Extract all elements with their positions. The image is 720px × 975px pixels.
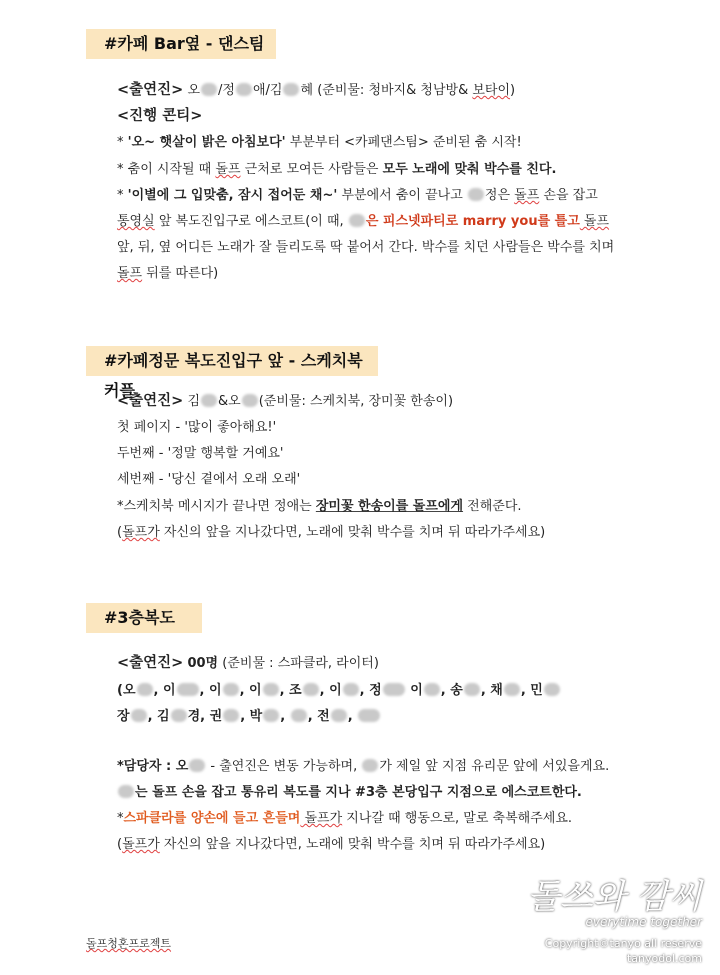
step-text: 가 제일 앞 지점 유리문 앞에 서있을게요. [379,759,610,774]
dolpu-word: 돌프 [579,214,610,229]
escort-note [117,783,582,803]
redacted-name [468,188,484,201]
redacted-name [223,683,239,696]
follow-instruction [117,835,545,855]
cast-name: (오 [117,683,136,698]
cast-prep: (준비물: 청바지& 청남방& [317,83,473,98]
cast-name: 오 [187,83,201,98]
cast-name: /정 [218,83,235,98]
progress-step-1 [117,133,522,153]
dolpu-word: 돌프 [215,162,241,177]
copyright: Copyright©tanyo all reserve [544,937,702,950]
sparkle-cue: 스파클라를 양손에 들고 흔들며 [123,811,301,826]
step-text: 정은 [484,188,515,203]
section-header-3f-hallway: #3층복도 [86,603,202,633]
cast-count: 00명 [187,656,219,671]
redacted-name [236,83,252,96]
cast-label: <출연진> [117,393,184,409]
cast-name: 장 [117,709,130,724]
cast-name: , 박 [240,709,263,724]
redacted-name [171,709,187,722]
bullet: * [117,811,124,826]
paren: ( [117,837,123,852]
cast-label: <출연진> [117,82,184,98]
dolpu-word: 돌프 [117,266,143,281]
progress-step-2 [117,160,556,180]
sketchbook-instruction [117,497,522,517]
manager-note [117,757,609,777]
redacted-name [504,683,520,696]
progress-step-3-cont [117,212,609,232]
signature: 돌쓰와 깜씨 [526,877,702,917]
step-text: 앞 복도진입구로 에스코트(이 때, [154,214,348,229]
step-text: 부분부터 <카페댄스팀> 준비된 춤 시작! [285,135,522,150]
room-name: 통영실 [117,214,155,229]
progress-step-3-cont3 [117,264,218,284]
manager-label: *담당자 : 오 [117,759,189,774]
redacted-name [544,683,560,696]
redacted-name [263,683,279,696]
watermark [527,879,702,965]
redacted-name [362,759,378,772]
cast-name: , 조 [279,683,302,698]
step-text: *스케치북 메시지가 끝나면 정애는 [117,499,316,514]
paren: ( [117,525,123,540]
step-text: 근처로 모여든 사람들은 [240,162,383,177]
redacted-name [201,394,217,407]
cast-name: , 채 [480,683,503,698]
step-text: 지나갈 때 행동으로, 말로 축복해주세요. [342,811,573,826]
cast-name: , 이 [153,683,176,698]
step-text: * 춤이 시작될 때 [117,162,216,177]
cast-names-row-2 [117,707,381,727]
redacted-name [331,709,347,722]
cast-names-row-1 [117,681,561,701]
page-2-text: 두번째 - '정말 행복할 거예요' [117,446,284,461]
step-emphasis: 는 돌프 손을 잡고 통유리 복도를 지나 #3층 본당입구 지점으로 에스코트한다. [135,785,582,800]
bullet: * [117,135,128,150]
cast-name: 이 [405,683,423,698]
cast-line [117,80,515,101]
cast-prep: (준비물 : 스파클라, 라이터) [218,656,379,671]
cast-name: 김 [187,394,201,409]
cast-name: 혜 [300,83,314,98]
cast-name: , 이 [199,683,222,698]
cast-name: 애/김 [252,83,283,98]
dolpu-word: 돌프가 [300,811,343,826]
cast-name: , [347,709,358,724]
cast-line [117,391,453,412]
step-text: - 출연진은 변동 가능하며, [206,759,362,774]
cast-line [117,653,379,674]
redacted-name [242,394,258,407]
progress-label: <진행 콘티> [117,108,203,124]
redacted-name [223,709,239,722]
redacted-name [118,785,134,798]
cast-name: , 전 [307,709,330,724]
redacted-name [177,683,199,696]
cast-name: , 이 [239,683,262,698]
step-text: 손을 잡고 [539,188,598,203]
redacted-name [291,709,307,722]
redacted-name [131,709,147,722]
sparkle-note [117,809,572,829]
bullet: * [117,188,128,203]
redacted-name [189,759,205,772]
cast-prep: (준비물: 스케치북, 장미꽃 한송이) [258,394,454,409]
cast-name: , 송 [440,683,463,698]
dolpu-word: 돌프가 [122,837,160,852]
redacted-name [383,683,405,696]
redacted-name [464,683,480,696]
cast-prep-end: ) [510,83,516,98]
step-text: 자신의 앞을 지나갔다면, 노래에 맞춰 박수를 치며 뒤 따라가주세요) [159,525,546,540]
redacted-name [263,709,279,722]
lyric-cue: '오~ 햇살이 밝은 아침보다' [127,135,286,150]
step-text: 부분에서 춤이 끝나고 [337,188,467,203]
footer-project-name: 돌프청혼프로젝트 [86,937,172,950]
step-emphasis: 장미꽃 한송이를 돌프에게 [315,499,464,514]
section-header-dance-team: #카페 Bar옆 - 댄스팀 [86,29,276,59]
cast-name: , 정 [359,683,382,698]
redacted-name [424,683,440,696]
step-text: 전해준다. [463,499,522,514]
cast-name: , 김 [147,709,170,724]
redacted-name [201,83,217,96]
cast-name: , 민 [520,683,543,698]
site: tanyodol.com [626,952,702,965]
step-text: 자신의 앞을 지나갔다면, 노래에 맞춰 박수를 치며 뒤 따라가주세요) [159,837,546,852]
lyric-cue: '이별에 그 입맞춤, 잠시 접어둔 채~' [127,188,338,203]
section-header-sketchbook-couple: #카페정문 복도진입구 앞 - 스케치북커플 [86,346,378,376]
dolpu-word: 돌프가 [122,525,160,540]
progress-step-3 [117,186,598,206]
step-text: 뒤를 따른다) [142,266,219,281]
signature-tagline: everytime together [585,915,702,929]
music-cue: 은 피스넷파티로 marry you를 틀고 [365,214,580,229]
cast-name: , [280,709,290,724]
cast-prep-tie: 보타이 [472,83,511,98]
dolpu-word: 돌프 [514,188,540,203]
redacted-name [349,214,365,227]
redacted-name [343,683,359,696]
cast-label: <출연진> [117,655,184,671]
redacted-name [283,83,299,96]
redacted-name [358,709,380,722]
page-1-text: 첫 페이지 - '많이 좋아해요!' [117,420,277,435]
redacted-name [303,683,319,696]
redacted-name [137,683,153,696]
cast-name: , 이 [319,683,342,698]
page-3-text: 세번째 - '당신 곁에서 오래 오래' [117,472,301,487]
step-emphasis: 모두 노래에 맞춰 박수를 친다. [382,162,557,177]
follow-instruction [117,523,545,543]
cast-name: &오 [218,394,241,409]
progress-step-3-cont2: 앞, 뒤, 옆 어디든 노래가 잘 들리도록 딱 붙어서 간다. 박수를 치던 사람들은 박수를 치며 [117,240,615,255]
cast-name: 경, 권 [187,709,223,724]
